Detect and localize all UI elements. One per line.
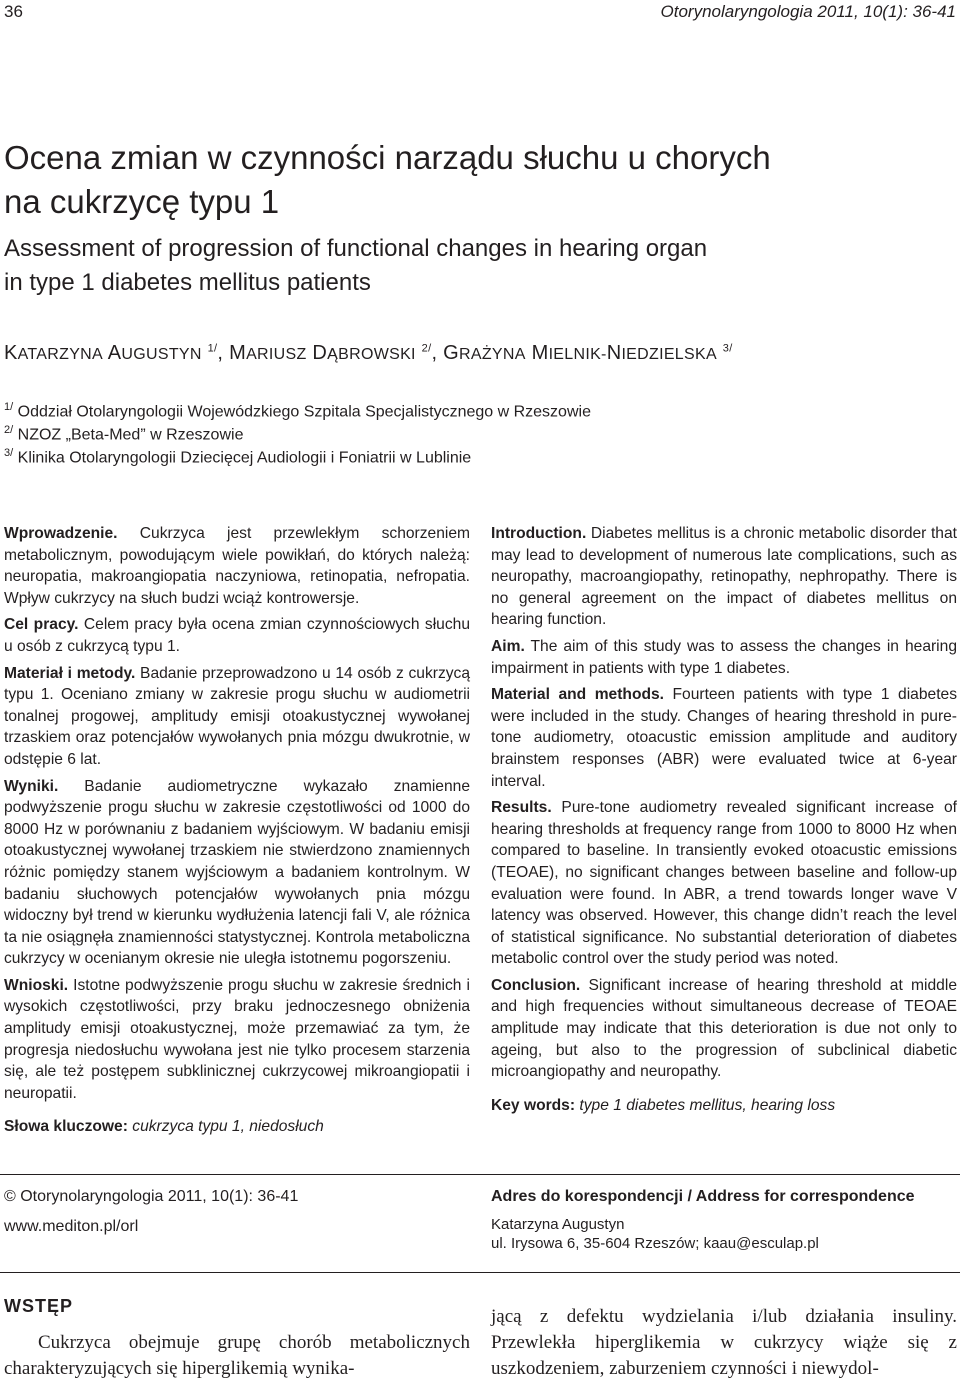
section-heading-intro: WSTĘP <box>4 1296 74 1316</box>
correspondence-name: Katarzyna Augustyn <box>491 1216 625 1233</box>
title-english-line: Assessment of progression of functional changes in hearing organ <box>4 235 708 262</box>
abstract-pl-aim: Cel pracy. Celem pracy była ocena zmian czynnościowych słuchu u osób z cukrzycą typu 1. <box>4 616 470 655</box>
keywords-english: Key words: type 1 diabetes mellitus, hearing loss <box>491 1096 836 1114</box>
correspondence-heading: Adres do korespondencji / Address for correspondence <box>491 1188 915 1205</box>
affiliation-3: $^{3/}$ Klinika Otolaryngologii Dziecięcej Audiologii i Foniatrii w Lublinie <box>4 447 472 467</box>
abstract-en-conclusion: Conclusion. Significant increase of hearing threshold at middle and high frequencies without simultaneous decrease of TEOAE amplitude may indicate that this deterioration is due not only to ageing, but also to the progression of subclinical diabetic microangiopathy and neuropathy. <box>491 976 957 1081</box>
author-1: KATARZYNA AUGUSTYN $^{1/}$ <box>4 342 218 364</box>
abstract-en-results: Results. Pure-tone audiometry revealed significant increase of hearing thresholds at frequency range from 1000 to 8000 Hz when compared to baseline. In transiently evoked otoacustic emissions (TEOAE), no significant changes between baseline and follow-up evaluation were found. In ABR, a trend towards longer wave V latency was observed. However, this change didn’t reach the level of statistical significance. No substantial deterioration of diabetes metabolic control over the study period was noted. <box>491 799 957 968</box>
affiliation-1: $^{1/}$ Oddział Otolaryngologii Wojewódzkiego Szpitala Specjalistycznego w Rzeszowie <box>4 401 591 421</box>
page-number: 36 <box>4 2 23 21</box>
author-3: GRAŻYNA MIELNIK-NIEDZIELSKA $^{3/}$ <box>443 342 733 364</box>
citation-block <box>4 1188 470 1244</box>
author-2: MARIUSZ DĄBROWSKI $^{2/}$ <box>229 342 432 364</box>
abstract-pl-intro: Wprowadzenie. Cukrzyca jest przewlekłym schorzeniem metabolicznym, powodującym wiele powikłań, do których należą: neuropatia, makroangiopatia naczyniowa, retinopatia, nefropatia. Wpływ cukrzycy na słuch budzi wciąż kontrowersje. <box>4 525 470 607</box>
affiliation-2: $^{2/}$ NZOZ „Beta-Med” w Rzeszowie <box>4 424 244 444</box>
authors-line: KATARZYNA AUGUSTYN $^{1/}$, MARIUSZ DĄBROWSKI $^{2/}$, GRAŻYNA MIELNIK-NIEDZIELSKA $^{3/}$ <box>4 342 733 364</box>
title-polish-line: na cukrzycę typu 1 <box>4 183 280 220</box>
correspondence-block <box>491 1188 957 1252</box>
journal-url-link[interactable]: www.mediton.pl/orl <box>4 1218 139 1235</box>
divider <box>0 1272 960 1273</box>
page-header <box>0 0 960 24</box>
abstract-en-intro: Introduction. Diabetes mellitus is a chronic metabolic disorder that may lead to development of numerous late complications, such as neuropathy, macroangiopathy, retinopathy, nephropathy. There is no general agreement on the impact of diabetes mellitus on hearing function. <box>491 525 957 629</box>
title-english <box>4 232 707 300</box>
abstract-english <box>491 523 957 1121</box>
title-polish-line: Ocena zmian w czynności narządu słuchu u chorych <box>4 139 771 176</box>
divider <box>0 1174 960 1175</box>
abstract-polish <box>4 523 470 1143</box>
intro-text-right: jącą z defektu wydzielania i/lub działania insuliny. Przewlekła hiperglikemia w cukrzycy wiąże się z uszkodzeniem, zaburzeniem czynności i niewydol- <box>491 1306 957 1379</box>
keywords-polish: Słowa kluczowe: cukrzyca typu 1, niedosłuch <box>4 1118 324 1136</box>
abstract-en-methods: Material and methods. Fourteen patients with type 1 diabetes were included in the study. Changes of hearing threshold in pure-tone audiometry, otoacustic emission amplitude and auditory brainstem responses (ABR) were evaluated twice at 6-year interval. <box>491 686 957 790</box>
intro-text-left: Cukrzyca obejmuje grupę chorób metabolicznych charakteryzujących się hiperglikemią wynika- <box>4 1332 470 1379</box>
correspondence-address: ul. Irysowa 6, 35-604 Rzeszów; kaau@esculap.pl <box>491 1235 819 1252</box>
abstract-pl-methods: Materiał i metody. Badanie przeprowadzono u 14 osób z cukrzycą typu 1. Oceniano zmiany w zakresie progu słuchu w audiometrii tonalnej progowej, amplitudy emisji otoakustycznej wywołanej trzaskiem oraz potencjałów wywołanych pnia mózgu dwukrotnie, w odstępie 6 lat. <box>4 664 471 768</box>
abstract-en-aim: Aim. The aim of this study was to assess the changes in hearing impairment in patients with type 1 diabetes. <box>491 637 957 677</box>
abstract-pl-results: Wyniki. Badanie audiometryczne wykazało znamienne podwyższenie progu słuchu w zakresie częstotliwości od 1000 do 8000 Hz w porównaniu z badaniem wyjściowym. W badaniu emisji otoakustycznej wywołanej trzaskiem nie stwierdzono znamiennych różnic pomiędzy stanem wyjściowym a badaniem kontrolnym. W badaniu słuchowych potencjałów wywołanych pnia mózgu widoczny był trend w kierunku wydłużenia latencji fali V, ale różnica ta nie osiągnęła znamienności statystycznej. Kontrola metaboliczna cukrzycy w ocenianym okresie nie uległa istotnemu pogorszeniu. <box>4 777 470 968</box>
abstract-pl-conclusions: Wnioski. Istotne podwyższenie progu słuchu w zakresie średnich i wysokich częstotliwości, przy braku jednoczesnego obniżenia amplitudy emisji otoakustycznej, może przemawiać za tym, że progresja niedosłuchu wywołana jest nie tylko procesem starzenia się, ale też postępem subklinicznej cukrzycowej mikroangiopatii i neuropatii. <box>4 976 470 1102</box>
citation: © Otorynolaryngologia 2011, 10(1): 36-41 <box>4 1188 299 1205</box>
journal-reference: Otorynolaryngologia 2011, 10(1): 36-41 <box>660 2 956 21</box>
title-polish <box>4 136 771 224</box>
title-english-line: in type 1 diabetes mellitus patients <box>4 269 371 296</box>
